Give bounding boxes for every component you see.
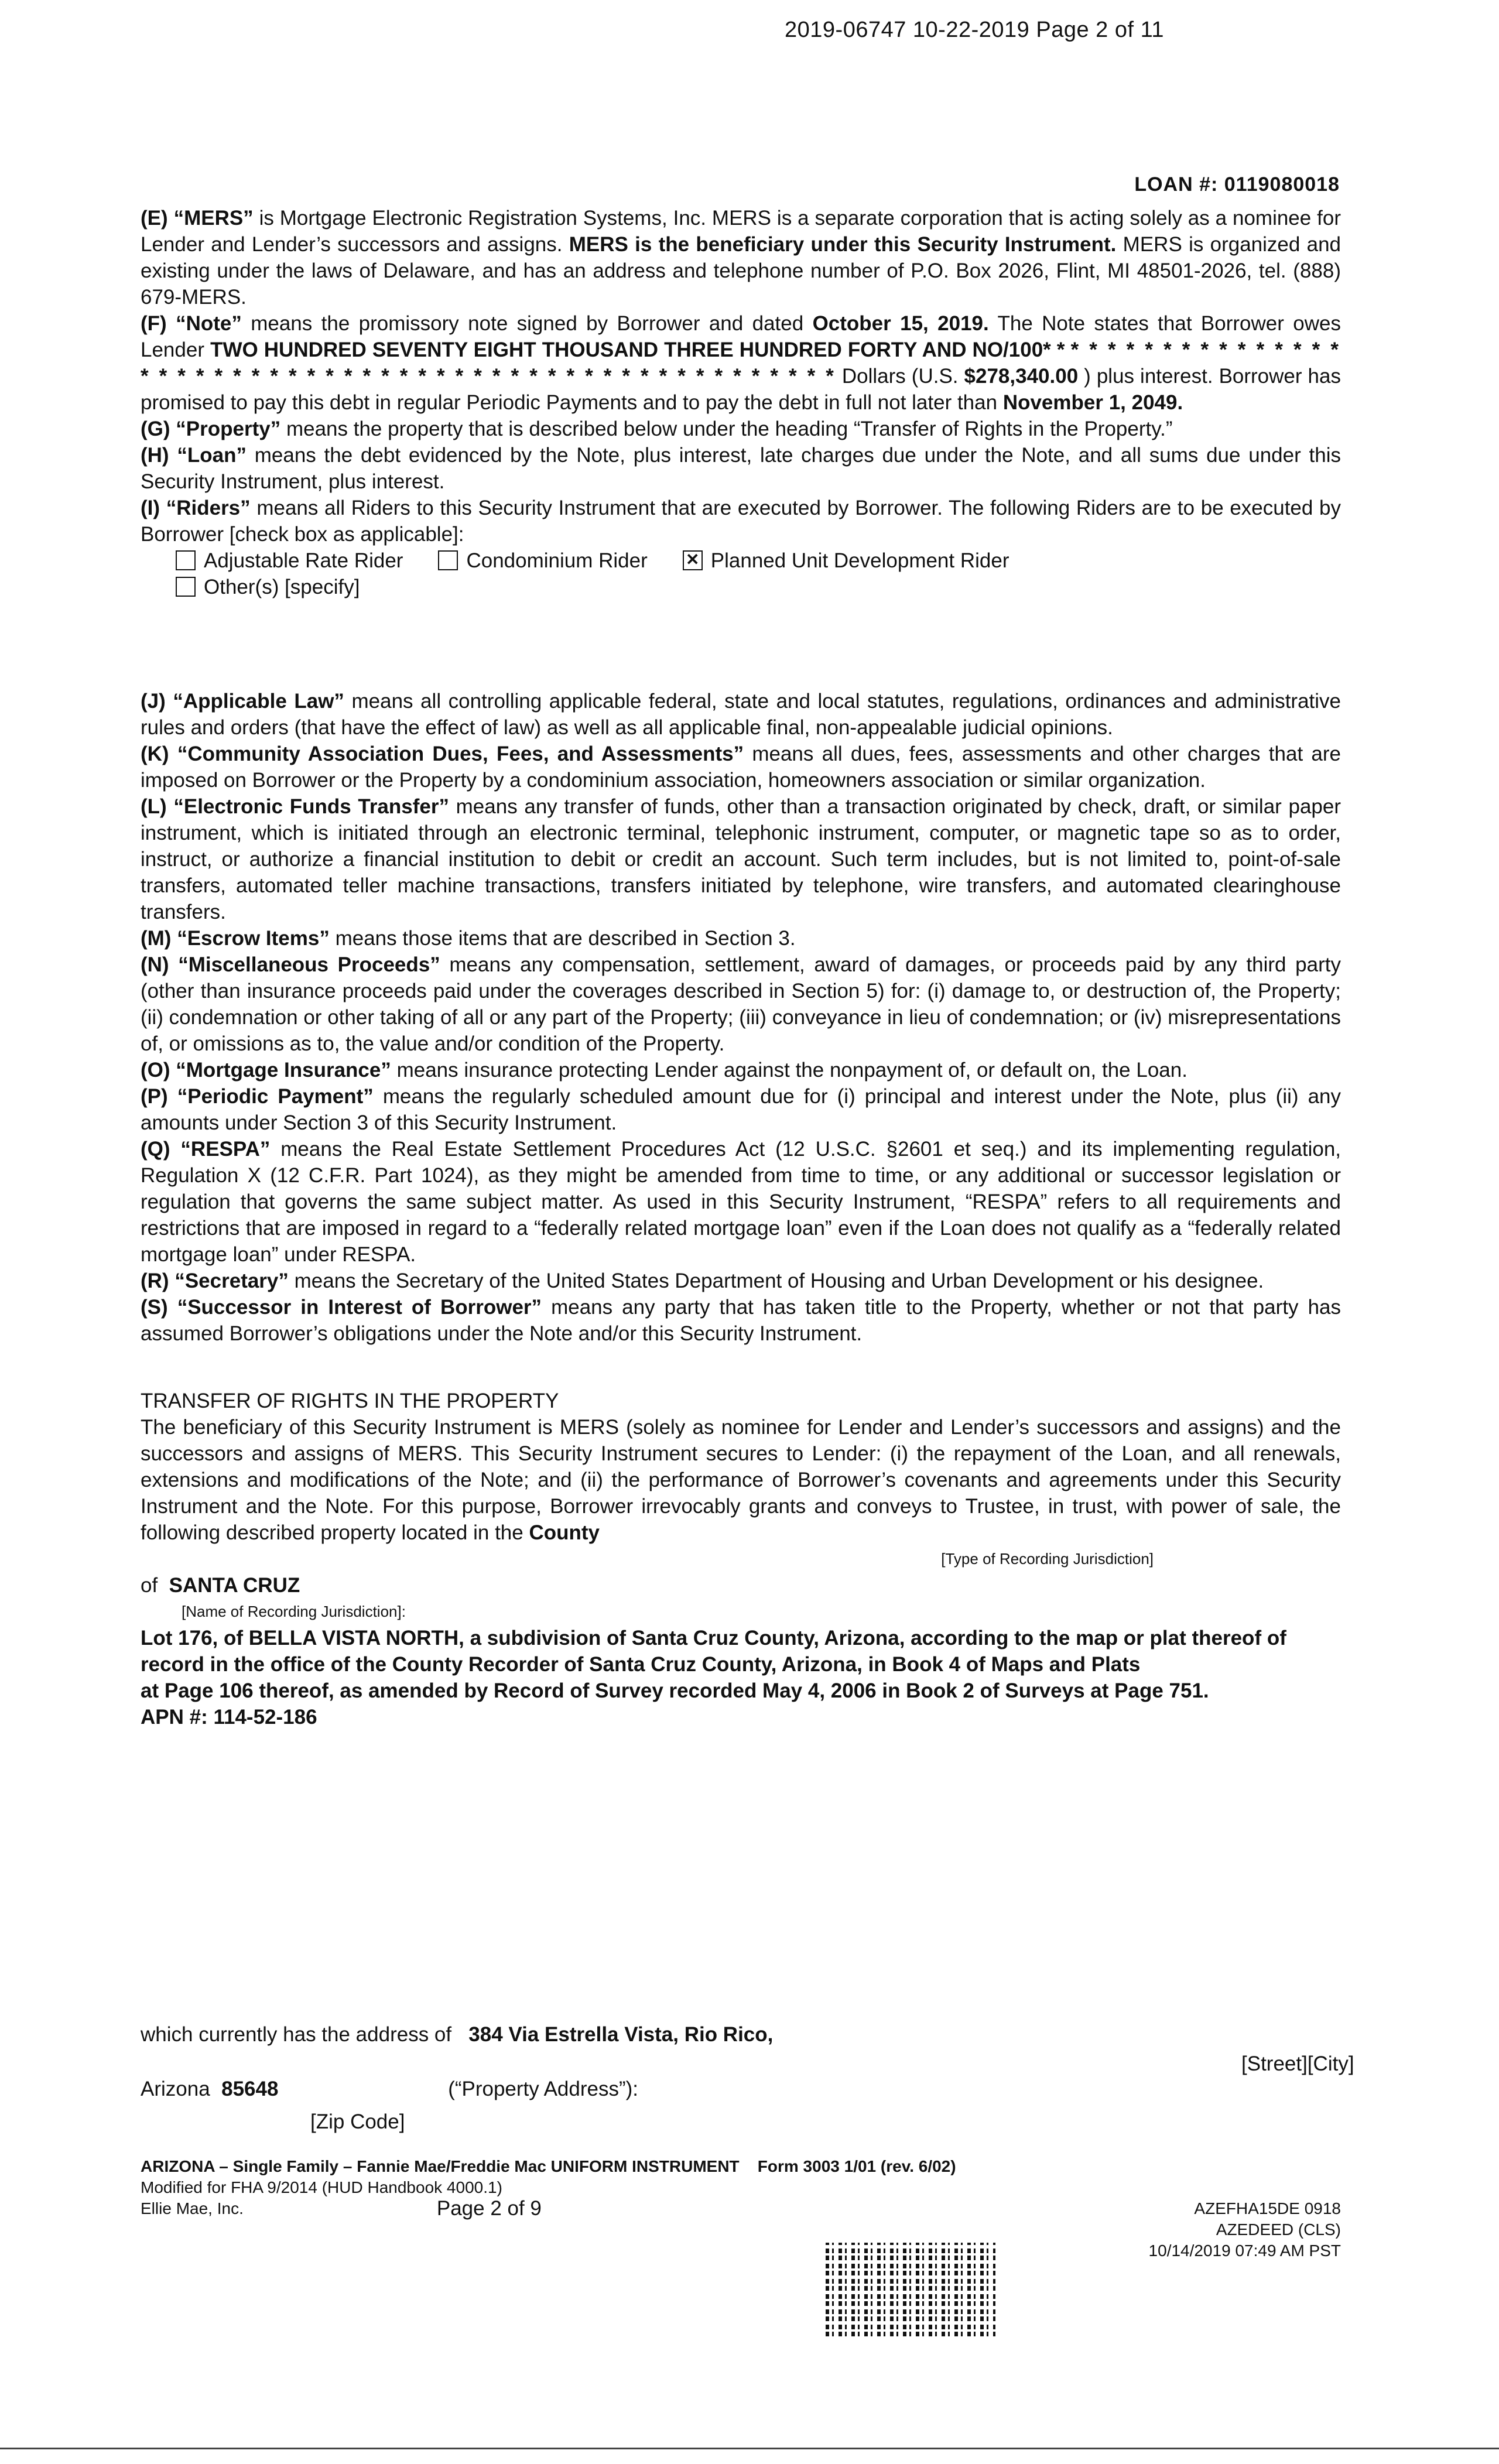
jurisdiction-type: County — [529, 1521, 600, 1544]
definition-f: (F) “Note” means the promissory note signed by Borrower and dated October 15, 2019. The Note states that Borrower owes Lender TWO HUNDRED SEVENTY EIGHT THOUSAND THREE HUNDRED FORTY AND NO/100* * * * * * * * * * * * * * * * * * * * * * * * * * * * * * * * * * * * * * * * * * * * * * * * * * * * * * * Dollars (U.S. $278,340.00 ) plus interest. Borrower has promised to pay this debt in regular Periodic Payments and to pay the debt in full not later than November 1, 2049. — [141, 312, 1341, 414]
definition-o: (O) “Mortgage Insurance” means insurance protecting Lender against the nonpayment of, or default on, the Loan. — [141, 1059, 1187, 1082]
type-caption: [Type of Recording Jurisdiction] — [941, 1550, 1154, 1568]
rider-adjustable-rate: Adjustable Rate Rider — [176, 547, 403, 574]
riders-checklist — [176, 547, 1341, 600]
barcode-icon — [826, 2243, 995, 2336]
definition-s: (S) “Successor in Interest of Borrower” means any party that has taken title to the Property, whether or not that party has assumed Borrower’s obligations under the Note and/or this Security Instrument. — [141, 1296, 1341, 1345]
transfer-text: The beneficiary of this Security Instrument is MERS (solely as nominee for Lender and Lender’s successors and assigns) and the successors and assigns of MERS. This Security Instrument secures to Lender: (i) the repayment of the Loan, and all renewals, extensions and modifications of the Note; and (ii) the performance of Borrower’s covenants and agreements under this Security Instrument and the Note. For this purpose, Borrower irrevocably grants and conveys to Trustee, in trust, with power of sale, the following described property located in the County — [141, 1416, 1341, 1544]
loan-amount-words: TWO HUNDRED SEVENTY EIGHT THOUSAND THREE HUNDRED FORTY AND NO/100* * — [210, 338, 1065, 361]
loan-number: LOAN #: 0119080018 — [1134, 173, 1340, 196]
rider-condominium: Condominium Rider — [438, 547, 647, 574]
page-edge-line — [0, 2448, 1499, 2449]
definition-m: (M) “Escrow Items” means those items that are described in Section 3. — [141, 927, 796, 950]
rider-planned-unit: ✕ Planned Unit Development Rider — [683, 547, 1009, 574]
jurisdiction-line: of SANTA CRUZ — [141, 1574, 300, 1597]
checkbox-icon — [176, 550, 196, 570]
print-timestamp: 10/14/2019 07:49 AM PST — [1148, 2241, 1341, 2260]
form-code-2: AZEDEED (CLS) — [1216, 2220, 1341, 2239]
definition-p: (P) “Periodic Payment” means the regularly scheduled amount due for (i) principal and interest under the Note, plus (ii) any amounts under Section 3 of this Security Instrument. — [141, 1085, 1341, 1134]
loan-amount: $278,340.00 — [964, 365, 1079, 388]
form-code-1: AZEFHA15DE 0918 — [1194, 2199, 1341, 2217]
definition-e: (E) “MERS” is Mortgage Electronic Registration Systems, Inc. MERS is a separate corporation that is acting solely as a nominee for Lender and Lender’s successors and assigns. MERS is the beneficiary under this Security Instrument. MERS is organized and existing under the laws of Delaware, and has an address and telephone number of P.O. Box 2026, Flint, MI 48501-2026, tel. (888) 679-MERS. — [141, 207, 1341, 309]
definition-r: (R) “Secretary” means the Secretary of the United States Department of Housing and Urban Development or his designee. — [141, 1269, 1264, 1292]
rider-other: Other(s) [specify] — [176, 574, 360, 600]
definition-l: (L) “Electronic Funds Transfer” means any transfer of funds, other than a transaction originated by check, draft, or similar paper instrument, which is initiated through an electronic terminal, telephonic instrument, computer, or magnetic tape so as to order, instruct, or authorize a financial institution to debit or credit an account. Such term includes, but is not limited to, point-of-sale transfers, automated teller machine transactions, transfers initiated by telephone, wire transfers, and automated clearinghouse transfers. — [141, 795, 1341, 923]
recording-stamp: 2019-06747 10-22-2019 Page 2 of 11 — [785, 18, 1165, 42]
apn-number: APN #: 114-52-186 — [141, 1706, 317, 1729]
definition-g: (G) “Property” means the property that is described below under the heading “Transfer of Rights in the Property.” — [141, 417, 1173, 440]
maturity-date: November 1, 2049. — [1002, 391, 1183, 414]
definitions-section — [141, 205, 1341, 1730]
street-caption: [Street][City] — [1241, 2052, 1354, 2075]
name-caption: [Name of Recording Jurisdiction]: — [182, 1603, 406, 1620]
zip-caption: [Zip Code] — [310, 2110, 405, 2133]
jurisdiction-name: SANTA CRUZ — [169, 1574, 300, 1597]
form-footer — [141, 2156, 1341, 2261]
definition-j: (J) “Applicable Law” means all controlling applicable federal, state and local statutes, regulations, ordinances and administrative rules and orders (that have the effect of law) as well as all applicable final, non-appealable judicial opinions. — [141, 690, 1341, 739]
property-address-label: (“Property Address”): — [448, 2078, 638, 2100]
page-number: Page 2 of 9 — [436, 2197, 542, 2220]
zip-code: 85648 — [221, 2078, 279, 2100]
definition-n: (N) “Miscellaneous Proceeds” means any compensation, settlement, award of damages, or proceeds paid by any third party (other than insurance proceeds paid under the coverages described in Section 5) for: (i) damage to, or destruction of, the Property; (ii) condemnation or other taking of all or any part of the Property; (iii) conveyance in lieu of condemnation; or (iv) misrepresentations of, or omissions as to, the value and/or condition of the Property. — [141, 953, 1341, 1055]
modified-note: Modified for FHA 9/2014 (HUD Handbook 4000.1) — [141, 2178, 502, 2196]
address-line: which currently has the address of 384 Via Estrella Vista, Rio Rico, — [141, 2023, 774, 2046]
definition-h: (H) “Loan” means the debt evidenced by the Note, plus interest, late charges due under the Note, and all sums due under this Security Instrument, plus interest. — [141, 444, 1341, 493]
checkbox-icon — [176, 577, 196, 597]
definition-q: (Q) “RESPA” means the Real Estate Settlement Procedures Act (12 U.S.C. §2601 et seq.) and its implementing regulation, Regulation X (12 C.F.R. Part 1024), as they might be amended from time to time, or any additional or successor legislation or regulation that governs the same subject matter. As used in this Security Instrument, “RESPA” refers to all requirements and restrictions that are imposed in regard to a “federally related mortgage loan” even if the Loan does not qualify as a “federally related mortgage loan” under RESPA. — [141, 1138, 1341, 1266]
checkbox-icon — [438, 550, 458, 570]
state-zip-line: Arizona 85648 (“Property Address”): — [141, 2078, 638, 2100]
checked-checkbox-icon: ✕ — [683, 550, 703, 570]
street-city: 384 Via Estrella Vista, Rio Rico, — [468, 2023, 774, 2046]
legal-description-2: at Page 106 thereof, as amended by Record of Survey recorded May 4, 2006 in Book 2 of Surveys at Page 751. — [141, 1679, 1209, 1702]
definition-i: (I) “Riders” means all Riders to this Security Instrument that are executed by Borrower. The following Riders are to be executed by Borrower [check box as applicable]: — [141, 497, 1341, 546]
form-title: ARIZONA – Single Family – Fannie Mae/Freddie Mac UNIFORM INSTRUMENT — [141, 2157, 740, 2175]
definition-k: (K) “Community Association Dues, Fees, and Assessments” means all dues, fees, assessments and other charges that are imposed on Borrower or the Property by a condominium association, homeowners association or similar organization. — [141, 742, 1341, 792]
transfer-heading: TRANSFER OF RIGHTS IN THE PROPERTY — [141, 1390, 559, 1412]
legal-description: Lot 176, of BELLA VISTA NORTH, a subdivision of Santa Cruz County, Arizona, according to the map or plat thereof of record in the office of the County Recorder of Santa Cruz County, Arizona, in Book 4 of Maps and Plats — [141, 1627, 1286, 1676]
vendor-name: Ellie Mae, Inc. — [141, 2199, 244, 2217]
form-number: Form 3003 1/01 (rev. 6/02) — [757, 2157, 956, 2175]
